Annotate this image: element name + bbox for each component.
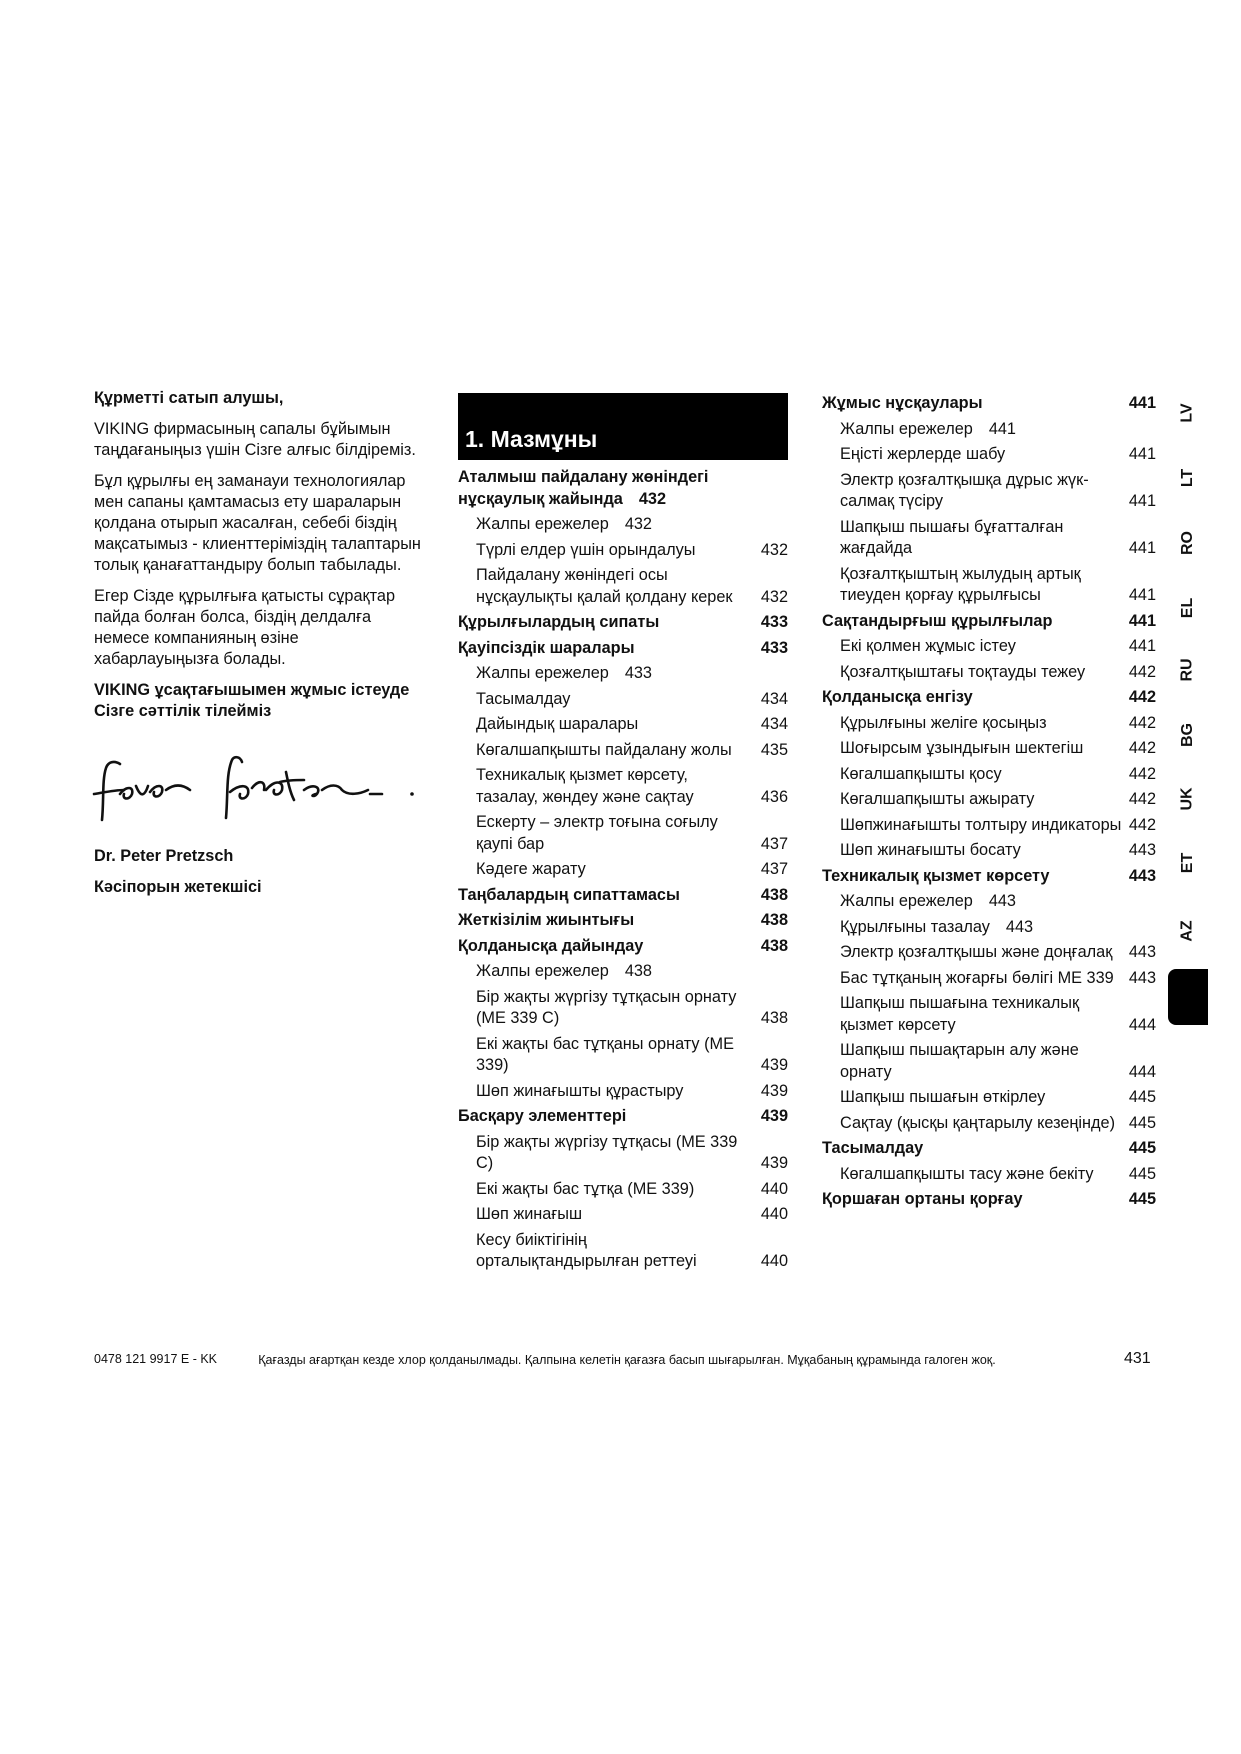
toc-entry-page: 445	[1128, 1190, 1156, 1208]
toc-entry-page: 442	[1128, 688, 1156, 706]
handwritten-signature	[90, 750, 420, 830]
toc-entry-title: Қоршаған ортаны қорғау	[822, 1190, 1023, 1208]
toc-entry-title: Түрлі елдер үшін орындалуы	[476, 540, 696, 559]
toc-entry[interactable]	[822, 993, 1156, 1036]
toc-entry-title: Қолданысқа енгізу	[822, 688, 973, 706]
toc-entry-title: Тасымалдау	[476, 689, 571, 708]
toc-entry[interactable]	[458, 910, 788, 932]
toc-entry-title: Еңісті жерлерде шабу	[840, 445, 1006, 463]
toc-entry[interactable]	[822, 815, 1156, 837]
toc-entry-title: Қозғалтқыштың жылудың артық тиеуден қорғау құрылғысы	[840, 564, 1081, 604]
toc-entry-page: 444	[1128, 1062, 1156, 1081]
toc-entry[interactable]	[822, 564, 1156, 607]
toc-entry[interactable]	[822, 789, 1156, 811]
toc-entry-title: Көгалшапқышты ажырату	[840, 790, 1035, 808]
toc-entry-title: Екі қолмен жұмыс істеу	[840, 637, 1016, 655]
toc-column-2	[822, 393, 1156, 1215]
toc-entry-page: 437	[760, 834, 788, 853]
toc-entry[interactable]	[458, 1179, 788, 1201]
toc-entry[interactable]	[822, 1087, 1156, 1109]
toc-entry[interactable]	[458, 467, 788, 510]
toc-entry-page: 443	[1128, 968, 1156, 987]
toc-entry[interactable]	[822, 738, 1156, 760]
toc-entry[interactable]	[822, 636, 1156, 658]
toc-entry-title: Техникалық қызмет көрсету, тазалау, жөндеу және сақтау	[476, 766, 694, 806]
toc-entry[interactable]	[822, 840, 1156, 862]
toc-entry-page: 444	[1128, 1015, 1156, 1034]
toc-entry-title: Шапқыш пышағы бұғатталған жағдайда	[840, 517, 1064, 557]
toc-entry[interactable]	[822, 764, 1156, 786]
toc-entry-title: Электр қозғалтқышқа дұрыс жүк-салмақ түсіру	[840, 470, 1089, 510]
toc-entry[interactable]	[458, 1230, 788, 1273]
toc-entry[interactable]	[822, 968, 1156, 990]
toc-entry[interactable]	[822, 866, 1156, 888]
letter-closing: VIKING ұсақтағышымен жұмыс істеуде Сізге сәттілік тілейміз	[94, 681, 410, 720]
toc-entry-title: Құрылғыны желіге қосыңыз	[840, 713, 1047, 732]
toc-entry-title: Сақтау (қысқы қаңтарылу кезеңінде)	[840, 1113, 1116, 1132]
toc-entry[interactable]	[822, 1138, 1156, 1160]
toc-entry-title: Тасымалдау	[822, 1139, 924, 1157]
toc-entry[interactable]	[458, 885, 788, 907]
toc-entry-title: Кәдеге жарату	[476, 860, 586, 878]
toc-entry[interactable]	[822, 1040, 1156, 1083]
toc-entry-title: Көгалшапқышты қосу	[840, 764, 1002, 783]
toc-entry-title: Екі жақты бас тұтқаны орнату (МЕ 339)	[476, 1034, 734, 1074]
toc-entry[interactable]	[458, 1204, 788, 1226]
toc-entry[interactable]	[822, 1164, 1156, 1186]
toc-entry-page: 442	[1128, 713, 1156, 732]
toc-header: 1. Мазмұны	[458, 393, 788, 460]
toc-entry-page: 445	[1128, 1113, 1156, 1132]
toc-entry-page: 434	[760, 689, 788, 708]
letter-paragraph-3: Егер Сізде құрылғыға қатысты сұрақтар пайда болған болса, біздің делдалға немесе компанияның өзіне хабарлауыңызға болады.	[94, 587, 396, 668]
toc-entry[interactable]	[458, 1034, 788, 1077]
toc-entry-title: Құрылғылардың сипаты	[458, 613, 660, 631]
toc-entry-page: 432	[760, 540, 788, 559]
lang-tab-lt[interactable]: LT	[1178, 468, 1196, 488]
toc-entry[interactable]	[458, 565, 788, 608]
lang-tab-ru[interactable]: RU	[1178, 658, 1196, 682]
toc-entry[interactable]	[822, 891, 1156, 913]
toc-entry[interactable]	[458, 1081, 788, 1103]
toc-entry-title: Жалпы ережелер	[476, 515, 609, 533]
toc-entry-title: Сақтандырғыш құрылғылар	[822, 611, 1053, 630]
toc-entry-title: Аталмыш пайдалану жөніндегі нұсқаулық жайында	[458, 468, 709, 508]
toc-entry-title: Көгалшапқышты пайдалану жолы	[476, 740, 732, 759]
toc-entry[interactable]	[822, 393, 1156, 415]
toc-entry[interactable]	[458, 987, 788, 1030]
toc-entry-page: 439	[760, 1107, 788, 1125]
toc-entry-page: 442	[1128, 662, 1156, 681]
toc-entry-title: Техникалық қызмет көрсету	[822, 866, 1050, 885]
toc-entry-page: 439	[760, 1056, 788, 1074]
toc-entry[interactable]	[822, 917, 1156, 939]
toc-entry-title: Шөп жинағыш	[476, 1205, 583, 1223]
toc-entry-title: Шөп жинағышты босату	[840, 841, 1021, 859]
toc-entry[interactable]	[458, 859, 788, 881]
toc-entry-title: Қолданысқа дайындау	[458, 936, 644, 955]
toc-entry-page: 443	[1128, 943, 1156, 961]
toc-entry[interactable]	[822, 611, 1156, 633]
toc-entry-page: 441	[1128, 445, 1156, 463]
toc-entry-page: 441	[988, 419, 1016, 438]
toc-entry[interactable]	[458, 663, 788, 685]
toc-entry[interactable]	[822, 470, 1156, 513]
toc-entry[interactable]	[458, 714, 788, 736]
lang-tab-az[interactable]: AZ	[1178, 920, 1196, 942]
toc-entry-page: 445	[1128, 1139, 1156, 1157]
toc-entry-title: Ескерту – электр тоғына соғылу қаупі бар	[476, 813, 718, 853]
lang-tab-el[interactable]: EL	[1178, 597, 1196, 619]
toc-entry-title: Жалпы ережелер	[476, 664, 609, 682]
toc-entry-title: Бір жақты жүргізу тұтқасын орнату (МЕ 339 С)	[476, 987, 737, 1027]
toc-entry[interactable]	[822, 1113, 1156, 1135]
toc-entry-title: Кесу биіктігінің орталықтандырылған реттеуі	[476, 1230, 697, 1270]
toc-entry-page: 442	[1128, 739, 1156, 757]
toc-entry-page: 443	[1128, 841, 1156, 859]
toc-entry-title: Шөпжинағышты толтыру индикаторы	[840, 815, 1122, 834]
toc-entry[interactable]	[822, 662, 1156, 684]
toc-entry-page: 432	[638, 489, 667, 508]
toc-entry[interactable]	[458, 612, 788, 634]
toc-entry-title: Жұмыс нұсқаулары	[822, 394, 983, 412]
toc-column-1	[458, 393, 788, 1277]
toc-entry-page: 441	[1128, 637, 1156, 655]
document-code: 0478 121 9917 E - KK	[94, 1352, 218, 1366]
toc-entry-page: 433	[760, 613, 788, 631]
toc-entry[interactable]	[458, 514, 788, 536]
toc-entry-page: 439	[760, 1081, 788, 1100]
toc-entry-page: 442	[1128, 790, 1156, 808]
toc-entry-page: 432	[760, 587, 788, 606]
toc-entry-page: 441	[1128, 492, 1156, 510]
toc-entry-title: Жалпы ережелер	[840, 419, 973, 438]
toc-entry-title: Бас тұтқаның жоғарғы бөлігі МЕ 339	[840, 968, 1114, 987]
toc-entry[interactable]	[822, 713, 1156, 735]
toc-entry-page: 439	[760, 1154, 788, 1172]
toc-entry-title: Жалпы ережелер	[840, 892, 973, 910]
toc-entry-page: 438	[760, 885, 788, 904]
toc-list-2	[822, 393, 1156, 1211]
toc-entry[interactable]	[458, 1106, 788, 1128]
toc-entry[interactable]	[458, 936, 788, 958]
toc-entry-title: Пайдалану жөніндегі осы нұсқаулықты қалай қолдану керек	[476, 566, 733, 606]
toc-entry-page: 445	[1128, 1164, 1156, 1183]
lang-tab-lv[interactable]: LV	[1178, 403, 1196, 423]
toc-entry-page: 435	[760, 740, 788, 759]
toc-entry[interactable]	[458, 1132, 788, 1175]
toc-entry-title: Екі жақты бас тұтқа (МЕ 339)	[476, 1179, 695, 1198]
letter-greeting: Құрметті сатып алушы,	[94, 389, 284, 407]
toc-entry-page: 443	[1005, 917, 1034, 936]
toc-entry-title: Көгалшапқышты тасу және бекіту	[840, 1164, 1094, 1183]
toc-entry-title: Шоғырсым ұзындығын шектегіш	[840, 739, 1084, 757]
toc-entry-page: 438	[760, 911, 788, 929]
toc-entry[interactable]	[458, 540, 788, 562]
letter-paragraph-1: VIKING фирмасының сапалы бұйымын таңдағаныңыз үшін Сізге алғыс білдіреміз.	[94, 420, 416, 459]
toc-entry-title: Дайындық шаралары	[476, 715, 639, 733]
toc-entry-title: Жеткізілім жиынтығы	[458, 911, 635, 929]
toc-entry-page: 438	[760, 936, 788, 955]
toc-entry-title: Бір жақты жүргізу тұтқасы (МЕ 339 С)	[476, 1132, 738, 1172]
toc-entry[interactable]	[458, 638, 788, 660]
toc-entry[interactable]	[822, 517, 1156, 560]
toc-entry[interactable]	[822, 687, 1156, 709]
lang-tab-ro[interactable]: RO	[1179, 531, 1196, 555]
toc-entry-page: 440	[760, 1252, 788, 1270]
toc-entry-page: 440	[760, 1205, 788, 1223]
toc-entry-page: 441	[1128, 611, 1156, 630]
toc-entry-page: 441	[1128, 539, 1156, 557]
toc-entry-page: 441	[1128, 394, 1156, 412]
toc-entry[interactable]	[822, 942, 1156, 964]
toc-entry-page: 442	[1128, 815, 1156, 834]
lang-tab-bg[interactable]: BG	[1179, 723, 1196, 747]
toc-entry[interactable]	[458, 765, 788, 808]
paper-note: Қағазды ағартқан кезде хлор қолданылмады. Қалпына келетін қағазға басып шығарылған. Мұқабаның құрамында галоген жоқ.	[258, 1353, 996, 1367]
toc-entry-title: Шапқыш пышағын өткірлеу	[840, 1088, 1046, 1106]
welcome-letter	[94, 388, 424, 908]
toc-entry-page: 438	[624, 962, 652, 980]
toc-entry-title: Жалпы ережелер	[476, 962, 609, 980]
toc-entry-title: Шапқыш пышақтарын алу және орнату	[840, 1041, 1079, 1081]
toc-entry-page: 432	[624, 515, 652, 533]
letter-paragraph-2: Бұл құрылғы ең заманауи технологиялар мен сапаны қамтамасыз ету шараларын қолдана отырып жасалған, себебі біздің мақсатымыз - клиенттеріміздің талаптарын толық қанағаттандыру болып табылады.	[94, 472, 421, 574]
toc-entry-page: 436	[760, 787, 788, 806]
toc-entry[interactable]	[822, 444, 1156, 466]
toc-entry-page: 437	[760, 860, 788, 878]
toc-entry-title: Электр қозғалтқышы және доңғалақ	[840, 943, 1113, 961]
toc-entry-title: Басқару элементтері	[458, 1107, 627, 1125]
page-number: 431	[1124, 1350, 1151, 1367]
toc-entry[interactable]	[458, 961, 788, 983]
toc-entry-title: Қауіпсіздік шаралары	[458, 638, 635, 657]
toc-entry-title: Құрылғыны тазалау	[840, 917, 990, 936]
toc-entry-page: 443	[988, 892, 1016, 910]
toc-entry[interactable]	[458, 689, 788, 711]
toc-entry-page: 443	[1128, 866, 1156, 885]
toc-entry-page: 441	[1128, 586, 1156, 604]
signer-name: Dr. Peter Pretzsch	[94, 847, 234, 865]
signer-role: Кәсіпорын жетекшісі	[94, 878, 262, 896]
lang-tab-uk[interactable]: UK	[1178, 787, 1196, 811]
toc-entry-page: 442	[1128, 764, 1156, 783]
toc-list-1	[458, 467, 788, 1273]
toc-entry-page: 433	[760, 638, 788, 657]
toc-entry-page: 433	[624, 664, 652, 682]
lang-tab-kk-active[interactable]	[1168, 969, 1208, 1025]
toc-entry-page: 438	[760, 1009, 788, 1027]
toc-entry-title: Шапқыш пышағына техникалық қызмет көрсету	[840, 994, 1080, 1034]
toc-entry-title: Қозғалтқыштағы тоқтауды тежеу	[840, 662, 1086, 681]
language-tabs	[1168, 393, 1208, 1029]
toc-entry-title: Таңбалардың сипаттамасы	[458, 885, 680, 904]
toc-entry[interactable]	[822, 1189, 1156, 1211]
toc-entry-page: 445	[1128, 1088, 1156, 1106]
toc-entry-page: 440	[760, 1179, 788, 1198]
toc-entry-page: 434	[760, 715, 788, 733]
toc-entry[interactable]	[458, 812, 788, 855]
toc-entry[interactable]	[458, 740, 788, 762]
lang-tab-et[interactable]: ET	[1178, 852, 1196, 874]
toc-entry-title: Шөп жинағышты құрастыру	[476, 1081, 684, 1100]
toc-entry[interactable]	[822, 419, 1156, 441]
